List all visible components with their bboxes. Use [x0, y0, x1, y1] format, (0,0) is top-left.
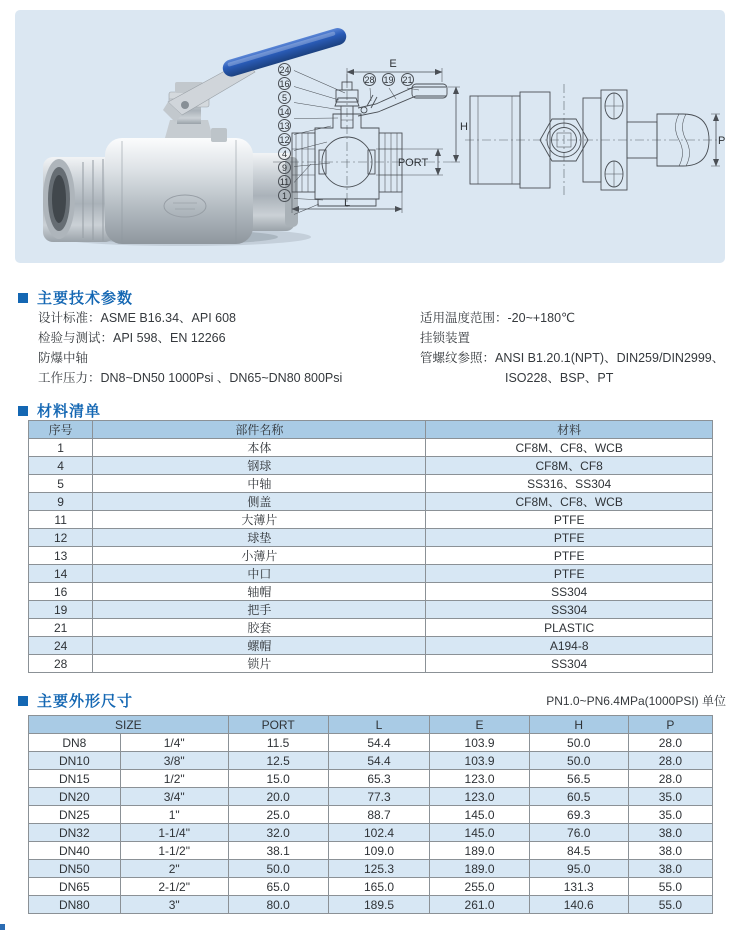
table-cell: 2" — [120, 860, 228, 878]
table-cell: PTFE — [426, 529, 713, 547]
table-cell: 21 — [29, 619, 93, 637]
section-bullet-icon — [18, 696, 28, 706]
tech-specs-right — [420, 308, 724, 388]
table-row — [29, 583, 713, 601]
table-cell: 189.0 — [430, 842, 529, 860]
table-cell: 24 — [29, 637, 93, 655]
table-cell: DN50 — [29, 860, 121, 878]
table-cell: 钢球 — [93, 457, 426, 475]
size-column-header: SIZE — [29, 716, 229, 734]
table-cell: 5 — [29, 475, 93, 493]
table-cell: 54.4 — [328, 752, 430, 770]
table-cell: 3/8" — [120, 752, 228, 770]
table-cell: 锁片 — [93, 655, 426, 673]
table-cell: 35.0 — [628, 788, 712, 806]
table-cell: 145.0 — [430, 806, 529, 824]
table-cell: 13 — [29, 547, 93, 565]
section-dimensions-heading — [18, 690, 133, 711]
table-cell: 28.0 — [628, 734, 712, 752]
table-row — [29, 475, 713, 493]
section-bullet-icon — [18, 293, 28, 303]
table-cell: 14 — [29, 565, 93, 583]
table-cell: 12.5 — [228, 752, 328, 770]
table-cell: 中口 — [93, 565, 426, 583]
table-row — [29, 770, 713, 788]
table-cell: 1" — [120, 806, 228, 824]
table-cell: 38.0 — [628, 860, 712, 878]
table-cell: DN40 — [29, 842, 121, 860]
tech-spec-line: ISO228、BSP、PT — [505, 371, 614, 385]
column-header: E — [430, 716, 529, 734]
table-cell: DN8 — [29, 734, 121, 752]
table-cell: 1/2" — [120, 770, 228, 788]
column-header: PORT — [228, 716, 328, 734]
tech-params-title: 主要技术参数 — [37, 290, 134, 307]
table-row — [29, 860, 713, 878]
table-cell: 38.0 — [628, 824, 712, 842]
table-cell: SS316、SS304 — [426, 475, 713, 493]
table-cell: 本体 — [93, 439, 426, 457]
table-cell: 16 — [29, 583, 93, 601]
table-cell: DN20 — [29, 788, 121, 806]
dim-label-port: PORT — [397, 157, 429, 169]
table-cell: 1-1/2" — [120, 842, 228, 860]
tech-spec-line: 防爆中轴 — [38, 351, 89, 365]
materials-header-row — [29, 421, 713, 439]
section-materials-heading — [18, 400, 101, 421]
table-row — [29, 788, 713, 806]
section-tech-params-heading — [18, 287, 133, 308]
table-row — [29, 878, 713, 896]
tech-specs-left — [38, 308, 342, 388]
table-cell: 28.0 — [628, 752, 712, 770]
table-cell: 65.0 — [228, 878, 328, 896]
table-cell: CF8M、CF8 — [426, 457, 713, 475]
table-row — [29, 896, 713, 914]
section-bullet-icon — [18, 406, 28, 416]
table-cell: PLASTIC — [426, 619, 713, 637]
table-row — [29, 565, 713, 583]
table-cell: 69.3 — [529, 806, 628, 824]
table-cell: 77.3 — [328, 788, 430, 806]
table-cell: 4 — [29, 457, 93, 475]
table-cell: DN80 — [29, 896, 121, 914]
table-cell: 9 — [29, 493, 93, 511]
table-cell: 28 — [29, 655, 93, 673]
dim-label-l: L — [343, 197, 351, 209]
part-callout: 1 — [278, 189, 291, 202]
table-row — [29, 806, 713, 824]
column-header: H — [529, 716, 628, 734]
table-cell: 60.5 — [529, 788, 628, 806]
table-cell: CF8M、CF8、WCB — [426, 439, 713, 457]
table-cell: 54.4 — [328, 734, 430, 752]
table-row — [29, 824, 713, 842]
table-cell: 11 — [29, 511, 93, 529]
table-cell: SS304 — [426, 655, 713, 673]
table-row — [29, 511, 713, 529]
tech-spec-line: 挂锁装置 — [420, 331, 471, 345]
table-cell: DN32 — [29, 824, 121, 842]
part-callout: 9 — [278, 161, 291, 174]
materials-table-container — [28, 420, 713, 673]
table-cell: 1 — [29, 439, 93, 457]
table-cell: 20.0 — [228, 788, 328, 806]
product-hero-panel — [15, 10, 725, 263]
table-row — [29, 439, 713, 457]
table-row — [29, 655, 713, 673]
column-header: 序号 — [29, 421, 93, 439]
tech-spec-line: 设计标准：ASME B16.34、API 608 — [38, 311, 236, 325]
dimensions-table-container — [28, 715, 713, 914]
table-cell: 球垫 — [93, 529, 426, 547]
dim-label-h: H — [460, 121, 468, 133]
table-cell: DN15 — [29, 770, 121, 788]
table-row — [29, 637, 713, 655]
table-cell: SS304 — [426, 583, 713, 601]
tech-spec-line: 检验与测试：API 598、EN 12266 — [38, 331, 226, 345]
dimensions-title: 主要外形尺寸 — [37, 693, 134, 710]
part-callout-column — [278, 63, 291, 202]
table-cell: 28.0 — [628, 770, 712, 788]
table-cell: 123.0 — [430, 788, 529, 806]
table-cell: 1/4" — [120, 734, 228, 752]
table-cell: 50.0 — [529, 734, 628, 752]
table-cell: 102.4 — [328, 824, 430, 842]
dimensions-header-row — [29, 716, 713, 734]
table-cell: 3/4" — [120, 788, 228, 806]
column-header: L — [328, 716, 430, 734]
table-row — [29, 842, 713, 860]
table-cell: 1-1/4" — [120, 824, 228, 842]
table-cell: 15.0 — [228, 770, 328, 788]
part-callout: 13 — [279, 121, 290, 131]
tech-spec-line: 管螺纹参照：ANSI B1.20.1(NPT)、DIN259/DIN2999、 — [420, 351, 725, 365]
table-cell: 50.0 — [228, 860, 328, 878]
table-cell: PTFE — [426, 511, 713, 529]
column-header: 部件名称 — [93, 421, 426, 439]
dim-label-e: E — [389, 58, 397, 70]
materials-title: 材料清单 — [37, 403, 102, 420]
table-cell: 轴帽 — [93, 583, 426, 601]
table-cell: DN10 — [29, 752, 121, 770]
materials-table — [28, 420, 713, 673]
valve-side-drawing — [465, 84, 725, 198]
part-callout-row — [363, 73, 414, 86]
table-cell: 32.0 — [228, 824, 328, 842]
table-row — [29, 752, 713, 770]
part-callout: 16 — [279, 79, 290, 89]
table-cell: 侧盖 — [93, 493, 426, 511]
table-cell: 189.0 — [430, 860, 529, 878]
table-cell: 84.5 — [529, 842, 628, 860]
part-callout: 24 — [279, 65, 290, 75]
table-cell: 11.5 — [228, 734, 328, 752]
table-cell: 56.5 — [529, 770, 628, 788]
table-cell: 103.9 — [430, 752, 529, 770]
table-row — [29, 457, 713, 475]
page-corner-mark — [0, 924, 5, 930]
table-cell: 38.0 — [628, 842, 712, 860]
part-callout: 28 — [364, 75, 375, 85]
part-callout: 11 — [279, 177, 290, 187]
table-cell: PTFE — [426, 565, 713, 583]
part-callout: 14 — [279, 107, 290, 117]
table-row — [29, 529, 713, 547]
column-header: P — [628, 716, 712, 734]
table-cell: 大薄片 — [93, 511, 426, 529]
table-cell: 261.0 — [430, 896, 529, 914]
table-cell: 19 — [29, 601, 93, 619]
table-cell: 255.0 — [430, 878, 529, 896]
table-cell: 螺帽 — [93, 637, 426, 655]
table-cell: 65.3 — [328, 770, 430, 788]
tech-spec-line: 适用温度范围：-20~+180℃ — [420, 311, 576, 325]
dimensions-table — [28, 715, 713, 914]
tech-spec-line: 工作压力：DN8~DN50 1000Psi 、DN65~DN80 800Psi — [38, 371, 343, 385]
table-cell: 胶套 — [93, 619, 426, 637]
table-cell: 55.0 — [628, 896, 712, 914]
table-cell: 38.1 — [228, 842, 328, 860]
table-cell: 3" — [120, 896, 228, 914]
table-cell: 131.3 — [529, 878, 628, 896]
table-cell: 165.0 — [328, 878, 430, 896]
table-cell: 103.9 — [430, 734, 529, 752]
part-callout: 4 — [278, 147, 291, 160]
hero-artwork — [15, 10, 725, 265]
table-cell: 12 — [29, 529, 93, 547]
table-cell: 109.0 — [328, 842, 430, 860]
part-callout: 12 — [279, 135, 290, 145]
table-row — [29, 619, 713, 637]
table-cell: 88.7 — [328, 806, 430, 824]
table-cell: SS304 — [426, 601, 713, 619]
table-cell: DN65 — [29, 878, 121, 896]
dim-label-p: P — [718, 135, 725, 147]
table-cell: 145.0 — [430, 824, 529, 842]
table-cell: 55.0 — [628, 878, 712, 896]
table-row — [29, 734, 713, 752]
table-cell: 2-1/2" — [120, 878, 228, 896]
table-cell: 中轴 — [93, 475, 426, 493]
table-cell: 123.0 — [430, 770, 529, 788]
table-cell: A194-8 — [426, 637, 713, 655]
part-callout: 5 — [278, 91, 291, 104]
valve-photo-illustration — [43, 26, 351, 246]
table-row — [29, 547, 713, 565]
table-row — [29, 601, 713, 619]
table-cell: 25.0 — [228, 806, 328, 824]
table-cell: 35.0 — [628, 806, 712, 824]
table-row — [29, 493, 713, 511]
column-header: 材料 — [426, 421, 713, 439]
part-callout: 19 — [383, 75, 394, 85]
table-cell: 95.0 — [529, 860, 628, 878]
table-cell: DN25 — [29, 806, 121, 824]
table-cell: 125.3 — [328, 860, 430, 878]
table-cell: 189.5 — [328, 896, 430, 914]
table-cell: 把手 — [93, 601, 426, 619]
table-cell: 50.0 — [529, 752, 628, 770]
table-cell: 140.6 — [529, 896, 628, 914]
table-cell: 76.0 — [529, 824, 628, 842]
part-callout: 21 — [402, 75, 413, 85]
pressure-rating-note: PN1.0~PN6.4MPa(1000PSI) 单位 — [546, 694, 726, 708]
table-cell: PTFE — [426, 547, 713, 565]
table-cell: CF8M、CF8、WCB — [426, 493, 713, 511]
table-cell: 80.0 — [228, 896, 328, 914]
table-cell: 小薄片 — [93, 547, 426, 565]
